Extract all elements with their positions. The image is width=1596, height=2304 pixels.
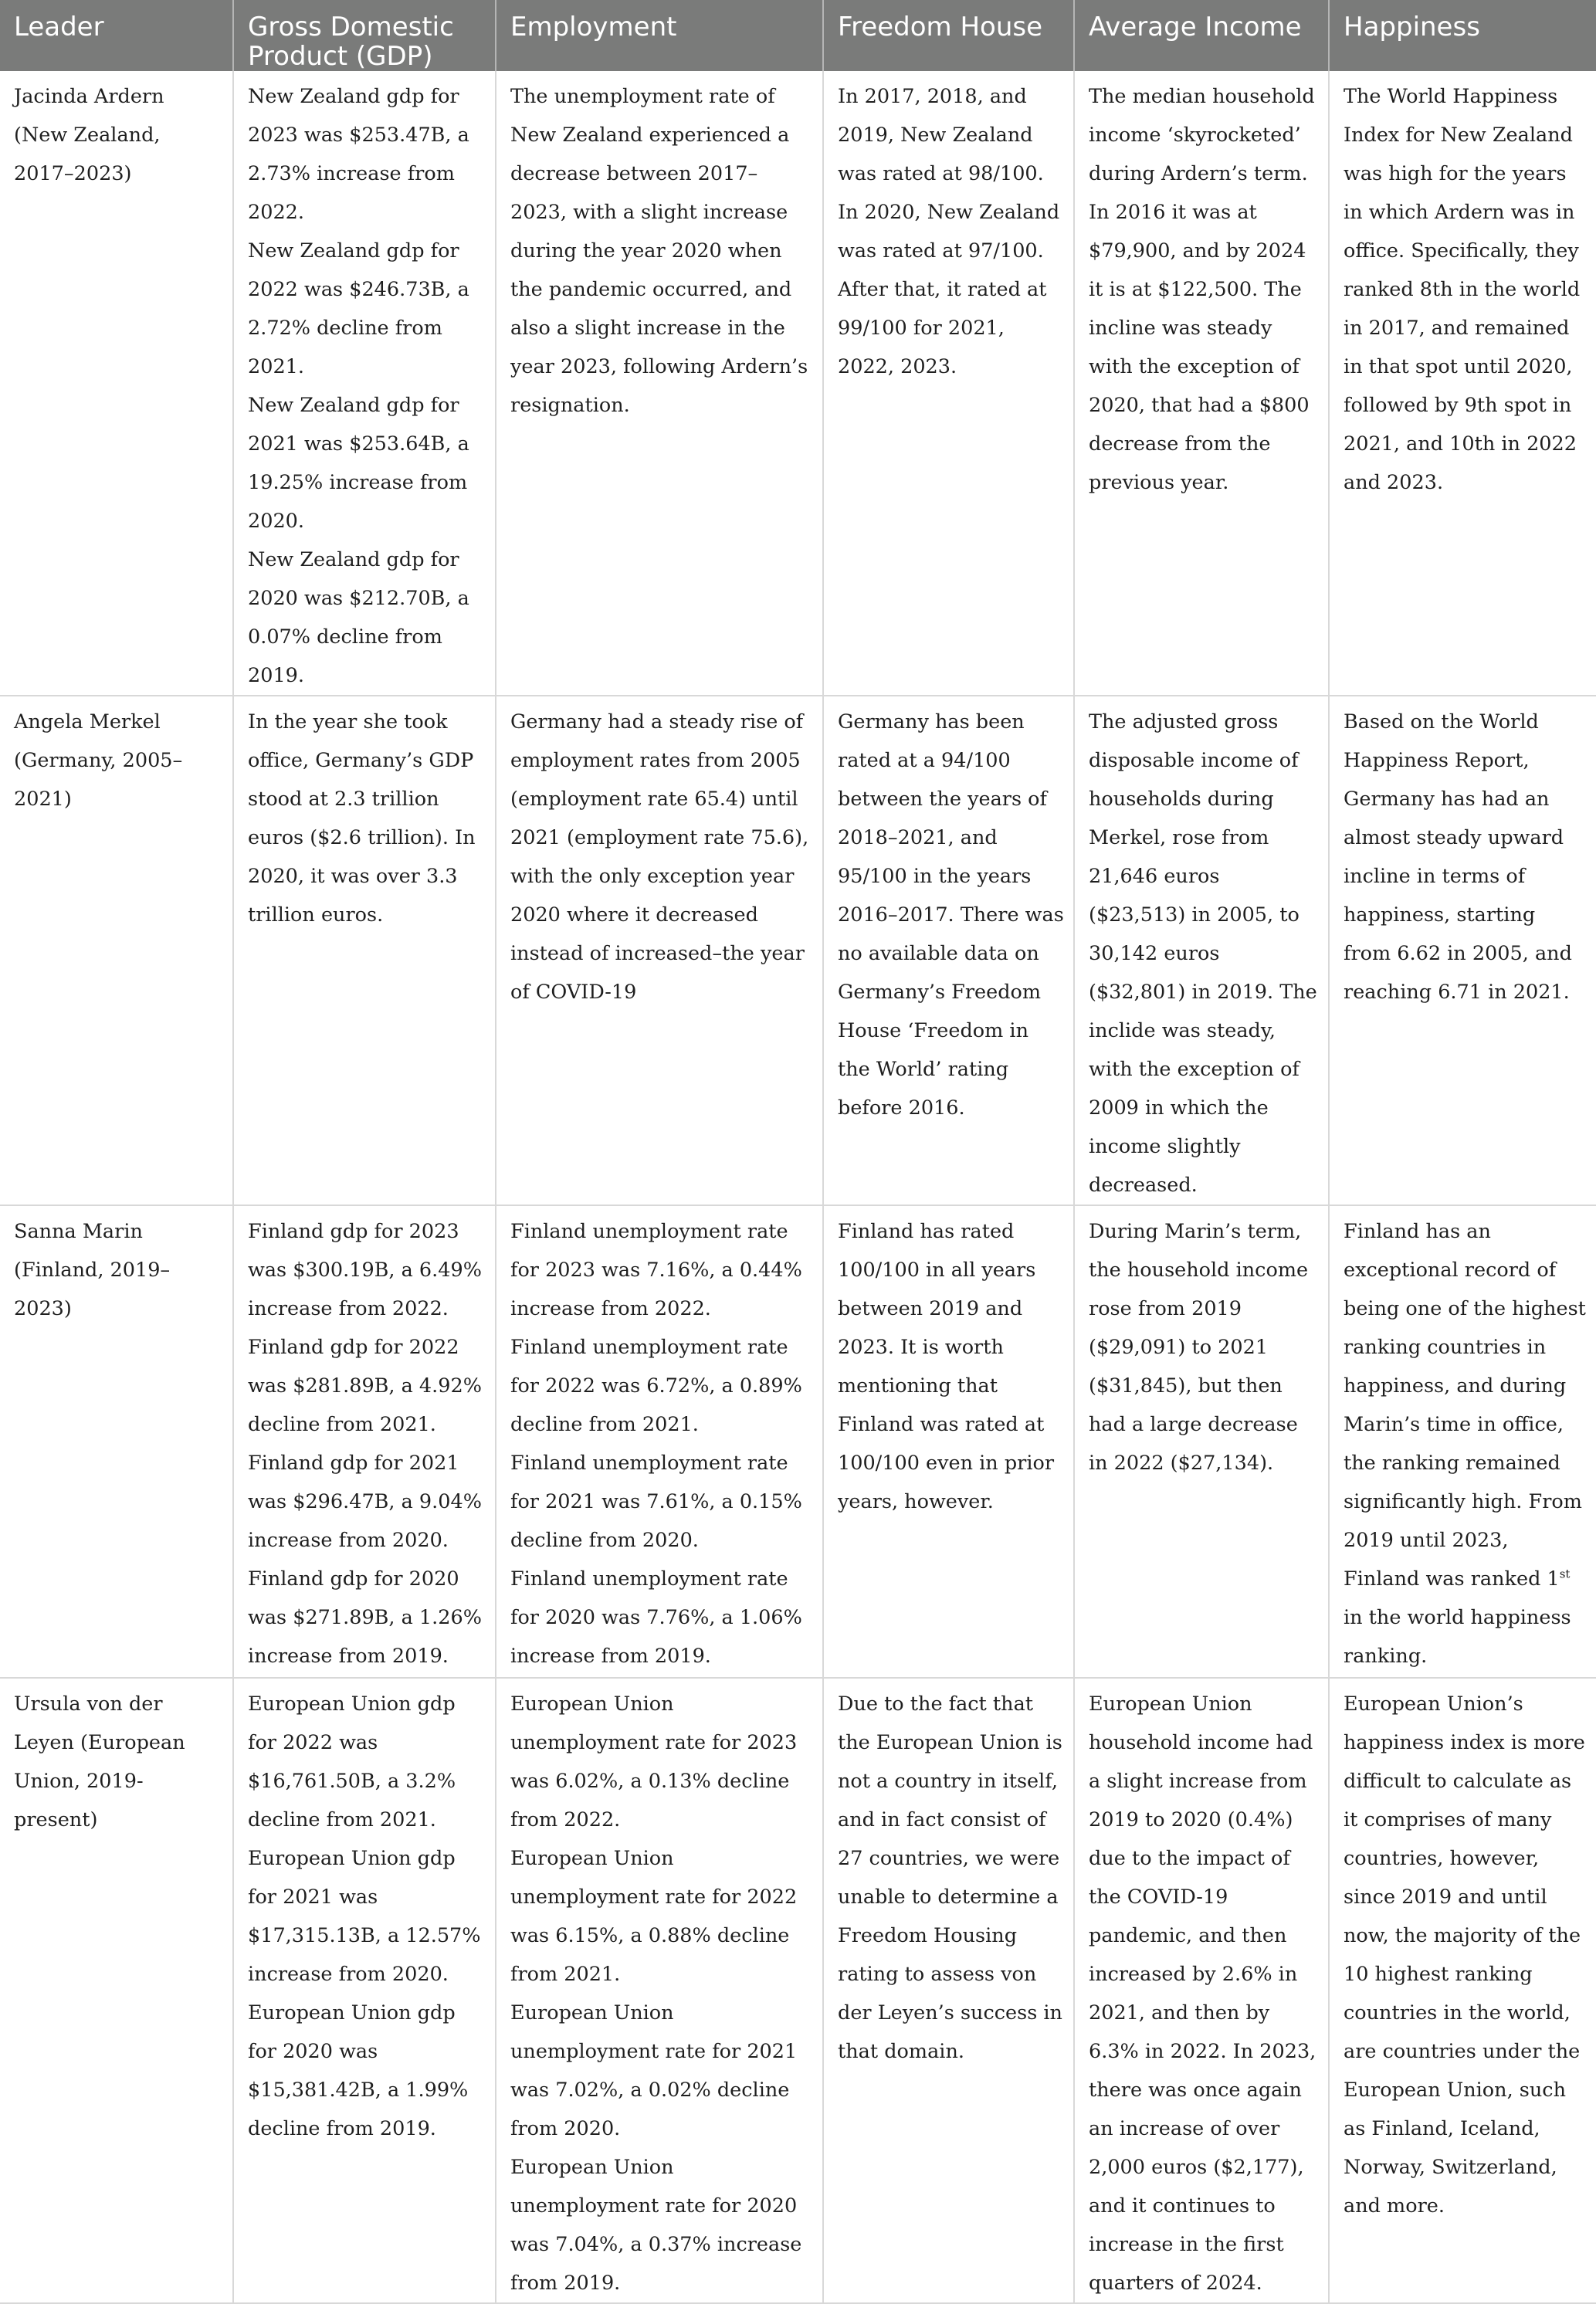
employment-paragraph: European Union unemployment rate for 2022 was 6.15%, a 0.88% decline from 2021.	[510, 1847, 798, 1986]
table-row	[0, 696, 1596, 1205]
gdp-paragraph: New Zealand gdp for 2021 was $253.64B, a 19.25% increase from 2020.	[248, 394, 469, 533]
freedom-house-cell: In 2017, 2018, and 2019, New Zealand was rated at 98/100. In 2020, New Zealand was rated at 97/100. After that, it rated at 99/100 for 2021, 2022, 2023.	[823, 71, 1074, 696]
gdp-paragraph: New Zealand gdp for 2020 was $212.70B, a 0.07% decline from 2019.	[248, 548, 469, 687]
gdp-paragraph: European Union gdp for 2021 was $17,315.13B, a 12.57% increase from 2020. European Union gdp for 2020 was $15,381.42B, a 1.99% decline from 2019.	[248, 1847, 481, 2140]
header-happiness: Happiness	[1329, 0, 1596, 71]
employment-paragraph: Finland unemployment rate for 2023 was 7.16%, a 0.44% increase from 2022.	[510, 1220, 802, 1320]
gdp-paragraph: Finland gdp for 2023 was $300.19B, a 6.49% increase from 2022.	[248, 1220, 482, 1320]
employment-paragraph: European Union unemployment rate for 2023 was 6.02%, a 0.13% decline from 2022.	[510, 1692, 798, 1831]
table-row	[0, 1205, 1596, 1678]
leader-cell: Angela Merkel (Germany, 2005–2021)	[0, 696, 233, 1205]
employment-cell	[496, 71, 823, 696]
leader-cell: Ursula von der Leyen (European Union, 2019-present)	[0, 1678, 233, 2303]
gdp-cell	[233, 71, 496, 696]
employment-paragraph: Finland unemployment rate for 2021 was 7.61%, a 0.15% decline from 2020.	[510, 1452, 802, 1552]
gdp-cell	[233, 1205, 496, 1678]
gdp-cell	[233, 696, 496, 1205]
leader-cell: Sanna Marin (Finland, 2019–2023)	[0, 1205, 233, 1678]
happiness-cell: The World Happiness Index for New Zealand was high for the years in which Ardern was in office. Specifically, they ranked 8th in the world in 2017, and remained in that spot until 2020, followed by 9th spot in 2021, and 10th in 2022 and 2023.	[1329, 71, 1596, 696]
employment-paragraph: Finland unemployment rate for 2020 was 7.76%, a 1.06% increase from 2019.	[510, 1567, 802, 1668]
employment-cell	[496, 696, 823, 1205]
header-gdp: Gross Domestic Product (GDP)	[233, 0, 496, 71]
gdp-paragraph: Finland gdp for 2021 was $296.47B, a 9.04% increase from 2020.	[248, 1452, 482, 1552]
table-row	[0, 1678, 1596, 2303]
leader-cell: Jacinda Ardern (New Zealand, 2017–2023)	[0, 71, 233, 696]
happiness-cell	[1329, 1205, 1596, 1678]
happiness-text-end: in the world happiness ranking.	[1344, 1606, 1571, 1668]
header-average-income: Average Income	[1074, 0, 1329, 71]
average-income-cell: The median household income ‘skyrocketed’ during Ardern’s term. In 2016 it was at $79,900, and by 2024 it is at $122,500. The incline was steady with the exception of 2020, that had a $800 decrease from the previous year.	[1074, 71, 1329, 696]
gdp-cell	[233, 1678, 496, 2303]
gdp-paragraph: Finland gdp for 2022 was $281.89B, a 4.92% decline from 2021.	[248, 1336, 482, 1436]
header-freedom-house: Freedom House	[823, 0, 1074, 71]
employment-paragraph: European Union unemployment rate for 2021 was 7.02%, a 0.02% decline from 2020.	[510, 2001, 798, 2140]
employment-cell	[496, 1205, 823, 1678]
employment-paragraph: The unemployment rate of New Zealand experienced a decrease between 2017–2023, with a slight increase during the year 2020 when the pandemic occurred, and also a slight increase in the year 2023, following Ardern’s resignation.	[510, 85, 808, 417]
gdp-paragraph: In the year she took office, Germany’s GDP stood at 2.3 trillion euros ($2.6 trillion). In 2020, it was over 3.3 trillion euros.	[248, 710, 476, 927]
freedom-house-cell: Finland has rated 100/100 in all years between 2019 and 2023. It is worth mentioning that Finland was rated at 100/100 even in prior years, however.	[823, 1205, 1074, 1678]
freedom-house-cell: Germany has been rated at a 94/100 between the years of 2018–2021, and 95/100 in the years 2016–2017. There was no available data on Germany’s Freedom House ‘Freedom in the World’ rating before 2016.	[823, 696, 1074, 1205]
gdp-paragraph: New Zealand gdp for 2023 was $253.47B, a 2.73% increase from 2022.	[248, 85, 469, 224]
header-leader: Leader	[0, 0, 233, 71]
freedom-house-cell: Due to the fact that the European Union is not a country in itself, and in fact consist of 27 countries, we were unable to determine a Freedom Housing rating to assess von der Leyen’s success in that domain.	[823, 1678, 1074, 2303]
ordinal-suffix: st	[1559, 1567, 1571, 1581]
gdp-paragraph: New Zealand gdp for 2022 was $246.73B, a 2.72% decline from 2021.	[248, 239, 469, 378]
gdp-paragraph: Finland gdp for 2020 was $271.89B, a 1.26% increase from 2019.	[248, 1567, 482, 1668]
happiness-cell: Based on the World Happiness Report, Germany has had an almost steady upward incline in terms of happiness, starting from 6.62 in 2005, and reaching 6.71 in 2021.	[1329, 696, 1596, 1205]
average-income-cell: European Union household income had a slight increase from 2019 to 2020 (0.4%) due to the impact of the COVID-19 pandemic, and then increased by 2.6% in 2021, and then by 6.3% in 2022. In 2023, there was once again an increase of over 2,000 euros ($2,177), and it continues to increase in the first quarters of 2024.	[1074, 1678, 1329, 2303]
table-row	[0, 71, 1596, 696]
header-row	[0, 0, 1596, 71]
header-employment: Employment	[496, 0, 823, 71]
employment-cell	[496, 1678, 823, 2303]
happiness-cell: European Union’s happiness index is more difficult to calculate as it comprises of many countries, however, since 2019 and until now, the majority of the 10 highest ranking countries in the world, are countries under the European Union, such as Finland, Iceland, Norway, Switzerland, and more.	[1329, 1678, 1596, 2303]
average-income-cell: During Marin’s term, the household income rose from 2019 ($29,091) to 2021 ($31,845), but then had a large decrease in 2022 ($27,134).	[1074, 1205, 1329, 1678]
employment-paragraph: Germany had a steady rise of employment rates from 2005 (employment rate 65.4) until 2021 (employment rate 75.6), with the only exception year 2020 where it decreased instead of increased–the year of COVID-19	[510, 710, 809, 1004]
gdp-paragraph: European Union gdp for 2022 was $16,761.50B, a 3.2% decline from 2021.	[248, 1692, 456, 1831]
employment-paragraph: Finland unemployment rate for 2022 was 6.72%, a 0.89% decline from 2021.	[510, 1336, 802, 1436]
happiness-text: Finland has an exceptional record of being one of the highest ranking countries in happiness, and during Marin’s time in office, the ranking remained significantly high. From 2019 until 2023, Finland was ranked 1	[1344, 1220, 1586, 1591]
average-income-cell: The adjusted gross disposable income of households during Merkel, rose from 21,646 euros ($23,513) in 2005, to 30,142 euros ($32,801) in 2019. The inclide was steady, with the exception of 2009 in which the income slightly decreased.	[1074, 696, 1329, 1205]
employment-paragraph: European Union unemployment rate for 2020 was 7.04%, a 0.37% increase from 2019.	[510, 2156, 802, 2295]
